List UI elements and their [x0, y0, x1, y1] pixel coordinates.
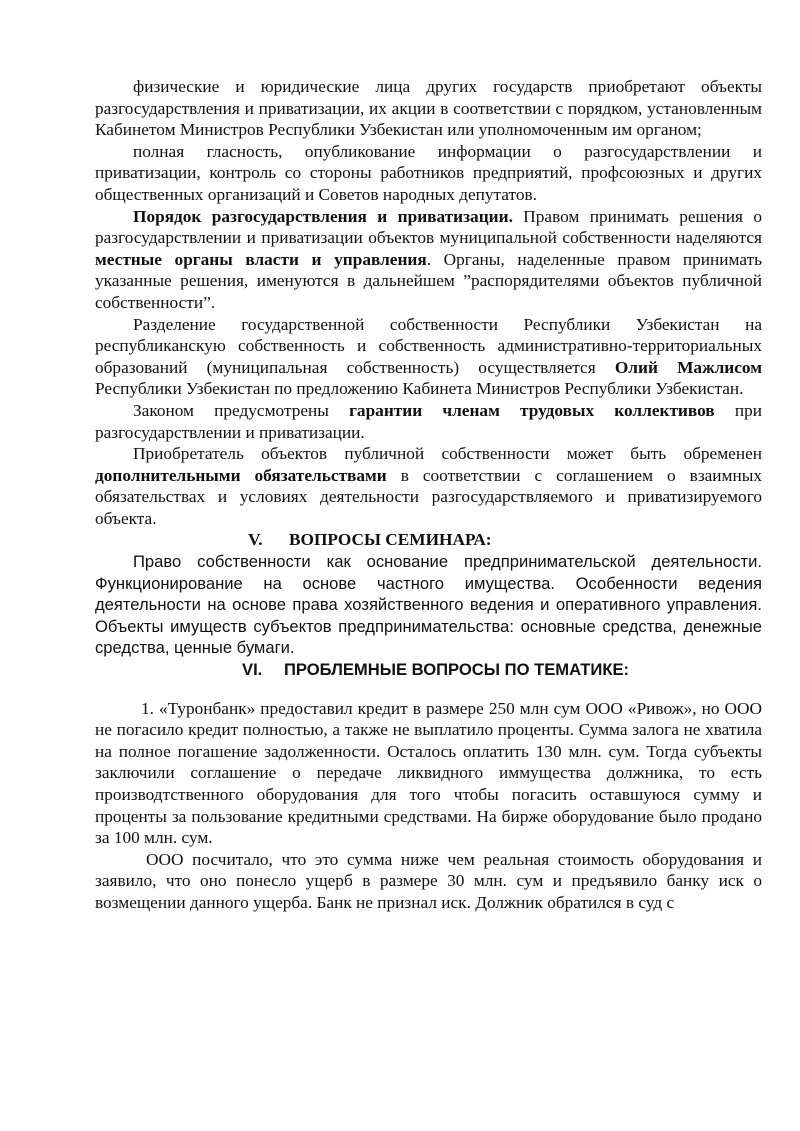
paragraph-foreign-buyers: физические и юридические лица других государств приобретают объекты разгосударствления и приватизации, их акции в соответствии с порядком, установленным Кабинетом Министров Республики Узбекистан или уполномоченным им органом; [95, 77, 762, 140]
paragraph-guarantees [95, 400, 762, 443]
paragraph-case-1: 1. «Туронбанк» предоставил кредит в размере 250 млн сум ООО «Ривож», но ООО не погасило кредит полностью, а также не выплатило проценты. Сумма залога не хватила на полное погашение задолженности. Осталось оплатить 130 млн. сум. Тогда субъекты заключили соглашение о передаче ликвидного иммущества должника, то есть производтственного оборудования для того чтобы погасить оставшуюся сумму и проценты за пользование кредитными средствами. На бирже оборудование было продано за 100 млн. сум. [95, 698, 762, 848]
text-span: при разгосударствлении и приватизации. [95, 400, 762, 442]
section-heading-seminar [95, 529, 762, 551]
paragraph-case-1-continued: ООО посчитало, что это сумма ниже чем реальная стоимость оборудования и заявило, что оно понесло ущерб в размере 30 млн. сум и предъявило банку иск о возмещении данного ущерба. Банк не признал иск. Должник обратился в суд с [95, 849, 762, 912]
document-page [95, 76, 762, 914]
paragraph-property-division [95, 314, 762, 400]
section-title: ПРОБЛЕМНЫЕ ВОПРОСЫ ПО ТЕМАТИКЕ: [284, 660, 630, 680]
bold-privatization-order: Порядок разгосударствления и приватизации. [133, 206, 513, 226]
paragraph-privatization-order [95, 206, 762, 314]
bold-guarantees: гарантии членам трудовых коллективов [349, 400, 715, 420]
section-number: V. [248, 530, 263, 550]
text-span: Республики Узбекистан по предложению Кабинета Министров Республики Узбекистан. [95, 379, 744, 399]
bold-local-authorities: местные органы власти и управления [95, 249, 427, 269]
text-span: . Органы, наделенные правом принимать указанные решения, именуются в дальнейшем ”распорядителями объектов публичной собственности”. [95, 249, 762, 312]
bold-oliy-majlis: Олий Мажлисом [614, 357, 762, 377]
section-heading-problems [95, 659, 762, 681]
text-span: Правом принимать решения о разгосударствлении и приватизации объектов муниципальной собственности наделяются [95, 206, 762, 248]
paragraph-seminar-questions: Право собственности как основание предпринимательской деятельности. Функционирование на основе частного имущества. Особенности ведения деятельности на основе права хозяйственного ведения и оперативного управления. Объекты имуществ субъектов предпринимательства: основные средства, денежные средства, ценные бумаги. [95, 552, 762, 658]
bold-obligations: дополнительными обязательствами [95, 465, 387, 485]
text-span: Разделение государственной собственности Республики Узбекистан на республиканскую собственность и собственность административно-территориальных образований (муниципальная собственность) осуществляется [95, 314, 762, 377]
text-span: Приобретатель объектов публичной собственности может быть обременен [133, 444, 762, 464]
text-span: Законом предусмотрены [133, 400, 350, 420]
section-title: ВОПРОСЫ СЕМИНАРА: [289, 530, 492, 550]
paragraph-publicity: полная гласность, опубликование информации о разгосударствлении и приватизации, контроль со стороны работников предприятий, профсоюзных и других общественных организаций и Советов народных депутатов. [95, 141, 762, 204]
text-span: в соответствии с соглашением о взаимных обязательствах и условиях деятельности разгосударствляемого и приватизируемого объекта. [95, 465, 762, 528]
paragraph-obligations [95, 443, 762, 529]
section-number: VI. [242, 660, 263, 680]
